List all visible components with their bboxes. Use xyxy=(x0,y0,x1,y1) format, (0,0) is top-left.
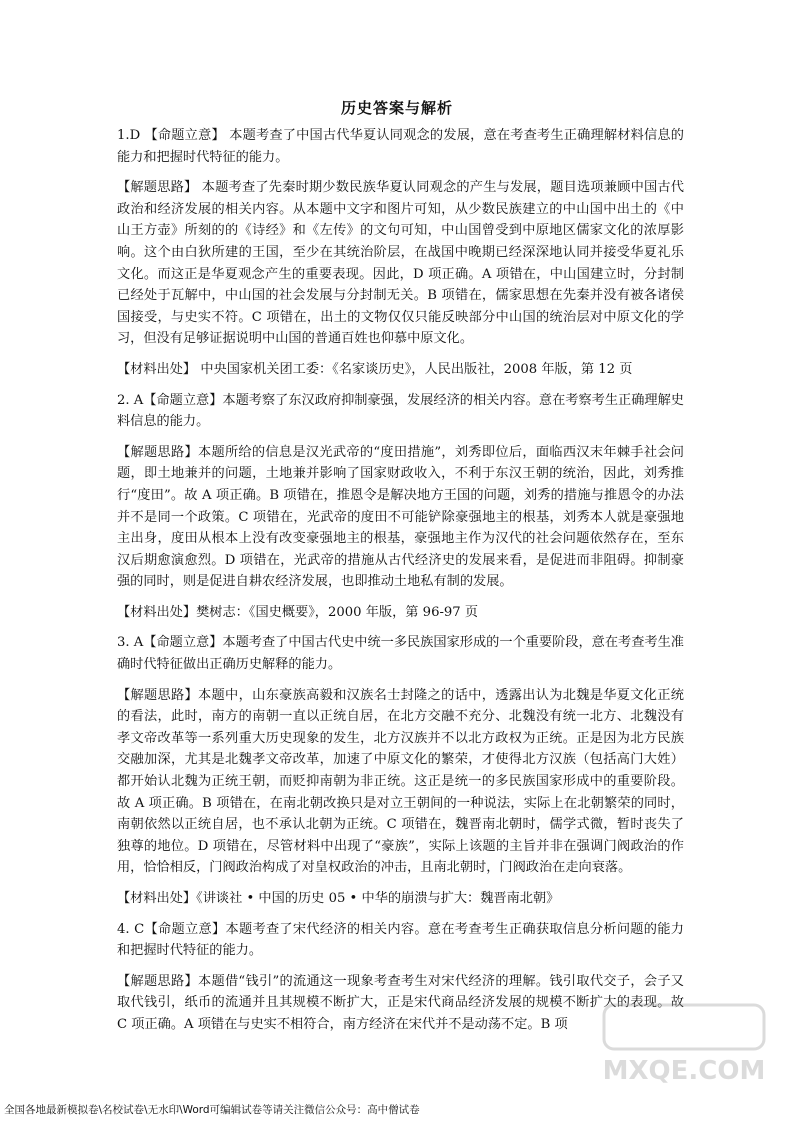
page-footer: 全国各地最新模拟卷\名校试卷\无水印\Word可编辑试卷等请关注微信公众号：高中僧试卷 xyxy=(4,1104,420,1116)
page-title: 历史答案与解析 xyxy=(340,99,453,117)
paragraph-3: 【材料出处】 中央国家机关团工委：《名家谈历史》，人民出版社，2008 年版，第 12 页 xyxy=(117,361,633,377)
paragraph-2: 【解题思路】 本题考查了先秦时期少数民族华夏认同观念的产生与发展，题目选项兼顾中国古代政治和经济发展的相关内容。从本题中文字和图片可知，从少数民族建立的中山国中出土的《中山王方壶》所刻的的《诗经》和《左传》的文句可知，中山国曾受到中原地区儒家文化的浓厚影响。这个由白狄所建的王国，至少在其统治阶层，在战国中晚期已经深深地认同并接受华夏礼乐文化。而这正是华夏观念产生的重要表现。因此，D 项正确。A 项错在，中山国建立时，分封制已经处于瓦解中，中山国的社会发展与分封制无关。B 项错在，儒家思想在先秦并没有被各诸侯国接受，与史实不符。C 项错在，出土的文物仅仅只能反映部分中山国的统治层对中原文化的学习，但没有足够证据说明中山国的普通百姓也仰慕中原文化。 xyxy=(117,180,684,347)
paragraph-7: 3. A【命题立意】本题考查了中国古代史中统一多民族国家形成的一个重要阶段，意在考查考生准确时代特征做出正确历史解释的能力。 xyxy=(117,635,684,673)
answer-body xyxy=(117,125,684,1045)
paragraph-10: 4. C【命题立意】本题考查了宋代经济的相关内容。意在考查考生正确获取信息分析问题的能力和把握时代特征的能力。 xyxy=(117,921,684,959)
paragraph-1: 1.D 【命题立意】 本题考查了中国古代华夏认同观念的发展，意在考查考生正确理解材料信息的能力和把握时代特征的能力。 xyxy=(117,128,684,165)
paragraph-8: 【解题思路】本题中，山东豪族高毅和汉族名士封隆之的话中，透露出认为北魏是华夏文化正统的看法，此时，南方的南朝一直以正统自居，在北方交融不充分、北魏没有统一北方、北魏没有孝文帝改革等一系列重大历史现象的发生，北方汉族并不以北方政权为正统。正是因为北方民族交融加深，尤其是北魏孝文帝改革，加速了中原文化的繁荣，才使得北方汉族（包括高门大姓）都开始认北魏为正统王朝，而贬抑南朝为非正统。这正是统一的多民族国家形成中的重要阶段。故 A 项正确。B 项错在，在南北朝改换只是对立王朝间的一种说法，实际上在北朝繁荣的同时，南朝依然以正统自居，也不承认北朝为正统。C 项错在，魏晋南北朝时，儒学式微，暂时丧失了独尊的地位。D 项错在，尽管材料中出现了“豪族”，实际上该题的主旨并非在强调门阀政治的作用，恰恰相反，门阀政治构成了对皇权政治的冲击，且南北朝时，门阀政治在走向衰落。 xyxy=(117,687,684,876)
paragraph-11: 【解题思路】本题借“钱引”的流通这一现象考查考生对宋代经济的理解。钱引取代交子，会子又取代钱引，纸币的流通并且其规模不断扩大，正是宋代商品经济发展的规模不断扩大的表现。故 C 项正确。A 项错在与史实不相符合，南方经济在宋代并不是动荡不定。B 项 xyxy=(117,973,684,1032)
watermark-logo xyxy=(594,999,774,1089)
paragraph-4: 2. A【命题立意】本题考察了东汉政府抑制豪强，发展经济的相关内容。意在考察考生正确理解史料信息的能力。 xyxy=(117,392,684,430)
paragraph-5: 【解题思路】本题所给的信息是汉光武帝的“度田措施”，刘秀即位后，面临西汉末年棘手社会问题，即土地兼并的问题，土地兼并影响了国家财政收入，不利于东汉王朝的统治，因此，刘秀推行“度田”。故 A 项正确。B 项错在，推恩令是解决地方王国的问题，刘秀的措施与推恩令的办法并不是同一个政策。C 项错在，光武帝的度田不可能铲除豪强地主的根基，刘秀本人就是豪强地主出身，度田从根本上没有改变豪强地主的根基，豪强地主作为汉代的社会问题依然存在，至东汉后期愈演愈烈。D 项错在，光武帝的措施从古代经济史的发展来看，是促进而非阻碍。抑制豪强的同时，则是促进自耕农经济发展，也即推动土地私有制的发展。 xyxy=(117,444,684,590)
paragraph-6: 【材料出处】樊树志：《国史概要》，2000 年版，第 96-97 页 xyxy=(117,604,479,620)
watermark-logo-text: MXQE.COM xyxy=(602,1056,766,1086)
paragraph-9: 【材料出处】《讲谈社 • 中国的历史 05 • 中华的崩溃与扩大：魏晋南北朝》 xyxy=(117,891,560,906)
